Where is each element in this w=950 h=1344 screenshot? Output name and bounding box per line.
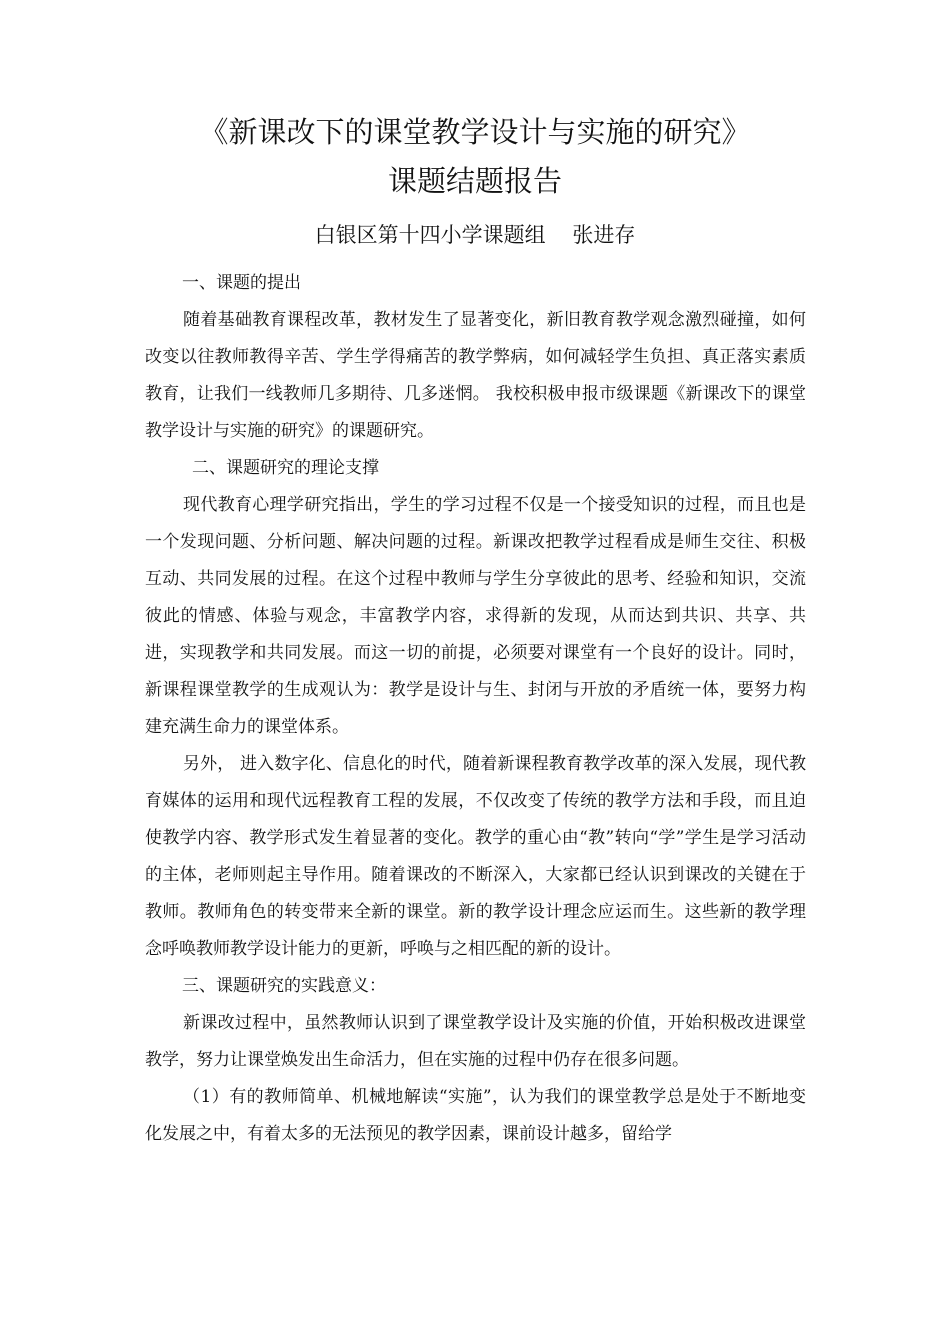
- section-heading-2: 二、课题研究的理论支撑: [192, 458, 379, 478]
- section-3-paragraph-1: 新课改过程中，虽然教师认识到了课堂教学设计及实施的价值，开始积极改进课堂教学，努力让课堂焕发出生命活力，但在实施的过程中仍存在很多问题。: [145, 1013, 806, 1070]
- document-title: 《新课改下的课堂教学设计与实施的研究》: [199, 115, 751, 149]
- section-2-paragraph-2: 另外， 进入数字化、信息化的时代，随着新课程教育教学改革的深入发展，现代教育媒体的运用和现代远程教育工程的发展，不仅改变了传统的教学方法和手段，而且迫使教学内容、教学形式发生着显著的变化。教学的重心由“教”转向“学”学生是学习活动的主体，老师则起主导作用。随着课改的不断深入，大家都已经认识到课改的关键在于教师。教师角色的转变带来全新的课堂。新的教学设计理念应运而生。这些新的教学理念呼唤教师教学设计能力的更新，呼唤与之相匹配的新的设计。: [145, 754, 806, 959]
- section-heading-3: 三、课题研究的实践意义：: [182, 976, 386, 996]
- section-3-paragraph-2: （1）有的教师简单、机械地解读“实施”，认为我们的课堂教学总是处于不断地变化发展之中，有着太多的无法预见的教学因素，课前设计越多，留给学: [145, 1087, 806, 1144]
- section-heading-1: 一、课题的提出: [182, 273, 301, 293]
- section-1-paragraph-1: 随着基础教育课程改革，教材发生了显著变化，新旧教育教学观念激烈碰撞，如何改变以往教师教得辛苦、学生学得痛苦的教学弊病，如何减轻学生负担、真正落实素质教育，让我们一线教师几多期待、几多迷惘。 我校积极申报市级课题《新课改下的课堂教学设计与实施的研究》的课题研究。: [145, 310, 806, 441]
- document-subtitle: 课题结题报告: [387, 164, 562, 198]
- document-body: [145, 265, 806, 1153]
- author-line: 白银区第十四小学课题组 张进存: [314, 223, 636, 247]
- section-2-paragraph-1: 现代教育心理学研究指出，学生的学习过程不仅是一个接受知识的过程，而且也是一个发现问题、分析问题、解决问题的过程。新课改把教学过程看成是师生交往、积极互动、共同发展的过程。在这个过程中教师与学生分享彼此的思考、经验和知识，交流彼此的情感、体验与观念，丰富教学内容，求得新的发现，从而达到共识、共享、共进，实现教学和共同发展。而这一切的前提，必须要对课堂有一个良好的设计。同时，新课程课堂教学的生成观认为：教学是设计与生、封闭与开放的矛盾统一体，要努力构建充满生命力的课堂体系。: [145, 495, 806, 737]
